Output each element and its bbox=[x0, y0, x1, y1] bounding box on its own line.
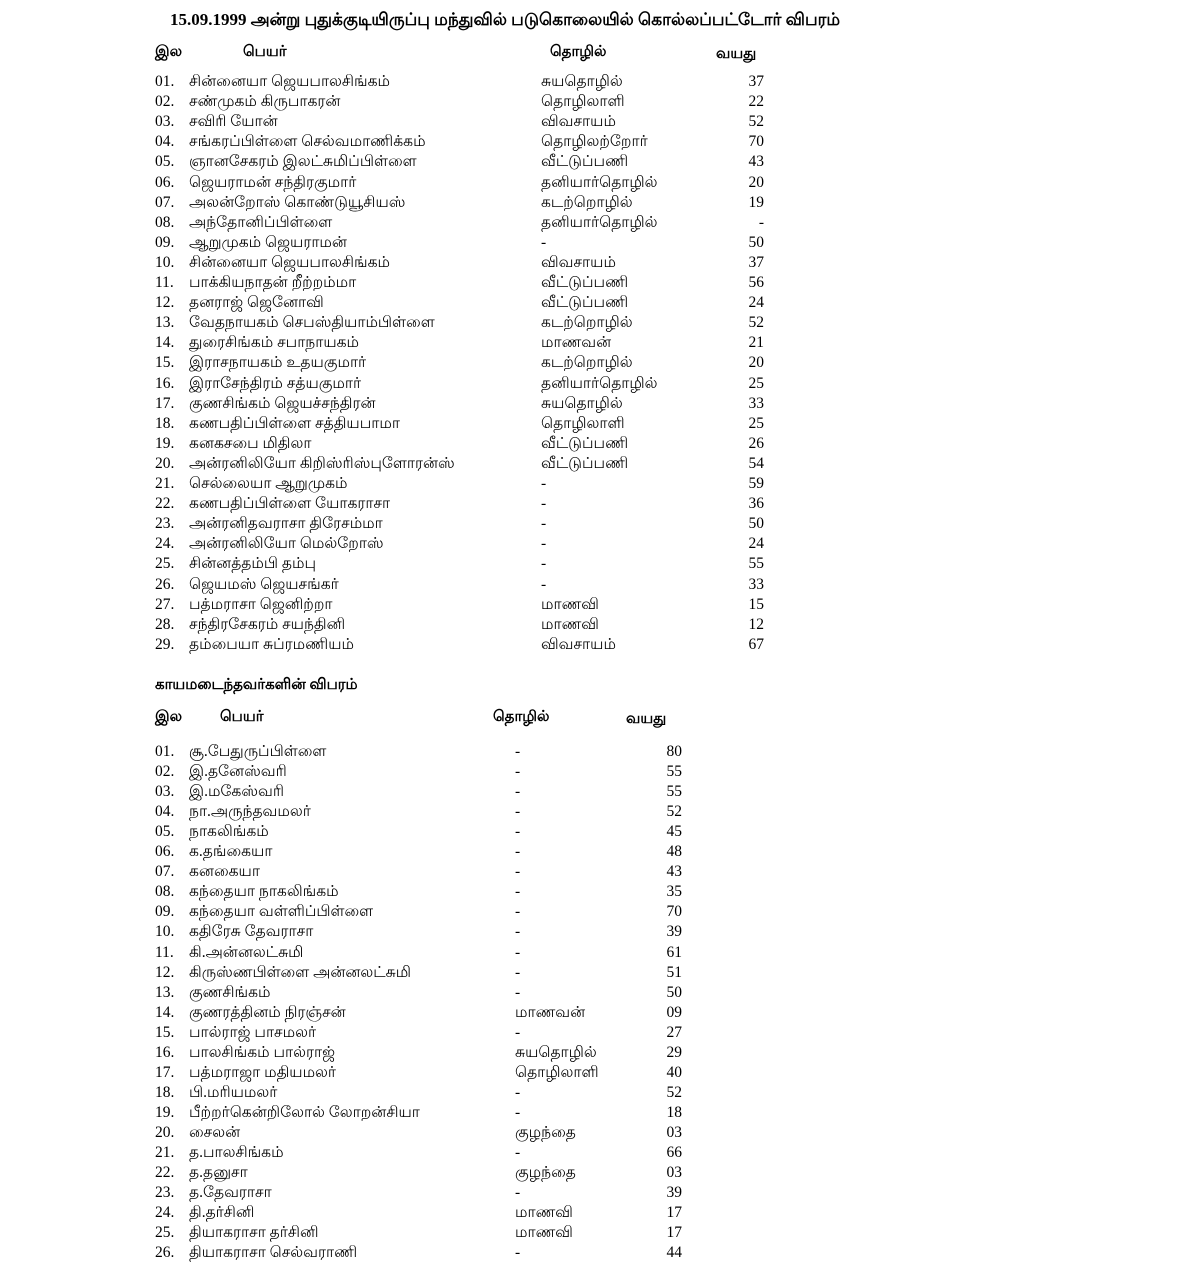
age: 35 bbox=[666, 883, 682, 901]
row-number: 11. bbox=[155, 943, 174, 961]
occupation: கடற்றொழில் bbox=[541, 354, 633, 372]
age: 43 bbox=[748, 153, 764, 171]
row-number: 17. bbox=[155, 394, 175, 412]
row-number: 10. bbox=[155, 253, 175, 271]
occupation: வீட்டுப்பணி bbox=[541, 294, 629, 312]
occupation: - bbox=[515, 803, 521, 821]
killed-header-name: பெயர் bbox=[243, 44, 287, 60]
age: 21 bbox=[748, 334, 764, 352]
age: 29 bbox=[666, 1043, 682, 1061]
table-row bbox=[0, 943, 900, 963]
row-number: 22. bbox=[155, 495, 175, 513]
occupation: - bbox=[515, 963, 521, 981]
row-number: 28. bbox=[155, 615, 175, 633]
table-row bbox=[0, 173, 900, 193]
person-name: ஜெயராமன் சந்திரகுமார் bbox=[189, 173, 357, 191]
page-title: 15.09.1999 அன்று புதுக்குடியிருப்பு மந்துவில் படுகொலையில் கொல்லப்பட்டோர் விபரம் bbox=[170, 10, 841, 29]
occupation: தொழிலாளி bbox=[541, 414, 625, 432]
occupation: - bbox=[515, 883, 521, 901]
person-name: க.தங்கையா bbox=[189, 843, 273, 861]
age: 50 bbox=[748, 515, 764, 533]
table-row bbox=[0, 534, 900, 554]
person-name: இராசநாயகம் உதயகுமார் bbox=[189, 354, 367, 372]
age: 45 bbox=[666, 823, 682, 841]
occupation: விவசாயம் bbox=[541, 253, 616, 271]
row-number: 20. bbox=[155, 454, 175, 472]
table-row bbox=[0, 193, 900, 213]
age: 18 bbox=[666, 1103, 682, 1121]
person-name: சின்னையா ஜெயபாலசிங்கம் bbox=[189, 253, 391, 271]
age: 50 bbox=[748, 233, 764, 251]
age: 61 bbox=[666, 943, 682, 961]
table-row bbox=[0, 1003, 900, 1023]
row-number: 03. bbox=[155, 113, 175, 131]
table-row bbox=[0, 213, 900, 233]
row-number: 02. bbox=[155, 93, 175, 111]
row-number: 22. bbox=[155, 1164, 175, 1182]
person-name: பாக்கியநாதன் றீற்றம்மா bbox=[189, 274, 357, 291]
row-number: 26. bbox=[155, 1244, 175, 1262]
table-row bbox=[0, 1043, 900, 1063]
table-row bbox=[0, 1183, 900, 1203]
occupation: சுயதொழில் bbox=[515, 1043, 597, 1061]
person-name: அன்ரனிலியோ கிறிஸ்ரிஸ்புளோரன்ஸ் bbox=[189, 454, 455, 472]
age: 80 bbox=[666, 743, 682, 760]
occupation: தொழிலாளி bbox=[515, 1063, 599, 1081]
person-name: அலன்றோஸ் கொண்டுயூசியஸ் bbox=[189, 193, 406, 211]
table-row bbox=[0, 253, 900, 273]
row-number: 15. bbox=[155, 354, 175, 372]
row-number: 07. bbox=[155, 863, 175, 881]
age: 67 bbox=[748, 635, 764, 653]
row-number: 24. bbox=[155, 535, 175, 553]
killed-header-no: இல bbox=[155, 44, 183, 60]
table-row bbox=[0, 1063, 900, 1083]
injured-header-no: இல bbox=[155, 709, 183, 725]
table-row bbox=[0, 353, 900, 373]
injured-section-title: காயமடைந்தவர்களின் விபரம் bbox=[155, 677, 358, 693]
occupation: வீட்டுப்பணி bbox=[541, 434, 629, 452]
person-name: ஆறுமுகம் ஜெயராமன் bbox=[189, 233, 347, 251]
person-name: த.பாலசிங்கம் bbox=[189, 1144, 284, 1161]
person-name: இராசேந்திரம் சத்யகுமார் bbox=[189, 374, 362, 392]
occupation: - bbox=[515, 1184, 521, 1202]
occupation: - bbox=[515, 823, 521, 841]
age: 17 bbox=[666, 1224, 682, 1242]
row-number: 05. bbox=[155, 153, 175, 171]
table-row bbox=[0, 983, 900, 1003]
table-row bbox=[0, 782, 900, 802]
age: 50 bbox=[666, 983, 682, 1001]
table-row bbox=[0, 72, 900, 92]
table-row bbox=[0, 92, 900, 112]
table-row bbox=[0, 902, 900, 922]
person-name: ஜெயமஸ் ஜெயசங்கர் bbox=[189, 575, 339, 593]
age: 37 bbox=[748, 73, 764, 90]
person-name: பி.மரியமலர் bbox=[189, 1083, 278, 1101]
row-number: 11. bbox=[155, 274, 174, 291]
table-row bbox=[0, 1203, 900, 1223]
table-row bbox=[0, 575, 900, 595]
age: 26 bbox=[748, 434, 764, 452]
row-number: 17. bbox=[155, 1063, 175, 1081]
table-row bbox=[0, 293, 900, 313]
row-number: 04. bbox=[155, 803, 175, 821]
person-name: துரைசிங்கம் சபாநாயகம் bbox=[189, 334, 360, 352]
age: 37 bbox=[748, 253, 764, 271]
occupation: - bbox=[515, 1023, 521, 1041]
person-name: த.தனுசா bbox=[189, 1164, 248, 1182]
occupation: குழந்தை bbox=[515, 1164, 576, 1182]
occupation: தனியார்தொழில் bbox=[541, 213, 658, 231]
table-row bbox=[0, 802, 900, 822]
table-row bbox=[0, 1163, 900, 1183]
occupation: மாணவன் bbox=[515, 1003, 586, 1021]
table-row bbox=[0, 1143, 900, 1163]
occupation: - bbox=[541, 535, 547, 553]
occupation: - bbox=[515, 903, 521, 921]
person-name: குணசிங்கம் bbox=[189, 983, 271, 1001]
occupation: - bbox=[515, 1244, 521, 1262]
age: 43 bbox=[666, 863, 682, 881]
age: 22 bbox=[748, 93, 764, 111]
row-number: 02. bbox=[155, 763, 175, 781]
table-row bbox=[0, 454, 900, 474]
person-name: சண்முகம் கிருபாகரன் bbox=[189, 93, 341, 111]
row-number: 18. bbox=[155, 414, 175, 432]
row-number: 20. bbox=[155, 1123, 175, 1141]
table-row bbox=[0, 474, 900, 494]
table-row bbox=[0, 842, 900, 862]
person-name: சின்னையா ஜெயபாலசிங்கம் bbox=[189, 73, 391, 90]
row-number: 16. bbox=[155, 1043, 175, 1061]
occupation: மாணவி bbox=[515, 1224, 573, 1242]
table-row bbox=[0, 494, 900, 514]
age: 52 bbox=[748, 314, 764, 332]
person-name: குணரத்தினம் நிரஞ்சன் bbox=[189, 1003, 346, 1021]
occupation: மாணவன் bbox=[541, 334, 612, 352]
age: 55 bbox=[666, 763, 682, 781]
person-name: நா.அருந்தவமலர் bbox=[189, 803, 311, 821]
person-name: நாகலிங்கம் bbox=[189, 823, 269, 841]
person-name: த.தேவராசா bbox=[189, 1184, 272, 1202]
table-row bbox=[0, 1083, 900, 1103]
row-number: 05. bbox=[155, 823, 175, 841]
person-name: சந்திரசேகரம் சயந்தினி bbox=[189, 615, 346, 633]
killed-header-age: வயது bbox=[716, 46, 757, 62]
row-number: 04. bbox=[155, 133, 175, 151]
person-name: கனகையா bbox=[189, 863, 260, 881]
person-name: அந்தோனிப்பிள்ளை bbox=[189, 213, 333, 231]
age: 55 bbox=[748, 555, 764, 573]
row-number: 09. bbox=[155, 233, 175, 251]
person-name: அன்ரனிலியோ மெல்றோஸ் bbox=[189, 535, 384, 553]
age: 03 bbox=[666, 1123, 682, 1141]
row-number: 18. bbox=[155, 1083, 175, 1101]
table-row bbox=[0, 132, 900, 152]
occupation: விவசாயம் bbox=[541, 635, 616, 653]
table-row bbox=[0, 635, 900, 655]
row-number: 12. bbox=[155, 963, 175, 981]
row-number: 13. bbox=[155, 314, 175, 332]
row-number: 25. bbox=[155, 1224, 175, 1242]
person-name: செல்லையா ஆறுமுகம் bbox=[189, 475, 348, 492]
row-number: 15. bbox=[155, 1023, 175, 1041]
row-number: 26. bbox=[155, 575, 175, 593]
person-name: ஞானசேகரம் இலட்சுமிப்பிள்ளை bbox=[189, 153, 417, 171]
person-name: தியாகராசா செல்வராணி bbox=[189, 1244, 358, 1262]
table-row bbox=[0, 273, 900, 293]
person-name: இ.மகேஸ்வரி bbox=[189, 783, 284, 801]
table-row bbox=[0, 1023, 900, 1043]
person-name: வேதநாயகம் செபஸ்தியாம்பிள்ளை bbox=[189, 314, 435, 332]
row-number: 12. bbox=[155, 294, 175, 312]
table-row bbox=[0, 762, 900, 782]
age: 52 bbox=[666, 803, 682, 821]
occupation: சுயதொழில் bbox=[541, 73, 623, 90]
age: 70 bbox=[666, 903, 682, 921]
occupation: சுயதொழில் bbox=[541, 394, 623, 412]
row-number: 14. bbox=[155, 1003, 175, 1021]
occupation: - bbox=[515, 1083, 521, 1101]
table-row bbox=[0, 112, 900, 132]
age: 55 bbox=[666, 783, 682, 801]
age: 12 bbox=[748, 615, 764, 633]
occupation: - bbox=[541, 575, 547, 593]
age: 20 bbox=[748, 354, 764, 372]
occupation: - bbox=[541, 475, 547, 492]
occupation: - bbox=[515, 1103, 521, 1121]
occupation: - bbox=[515, 783, 521, 801]
row-number: 01. bbox=[155, 743, 175, 760]
injured-header-occupation: தொழில் bbox=[493, 709, 550, 725]
occupation: - bbox=[515, 843, 521, 861]
age: 33 bbox=[748, 394, 764, 412]
table-row bbox=[0, 414, 900, 434]
row-number: 29. bbox=[155, 635, 175, 653]
occupation: கடற்றொழில் bbox=[541, 314, 633, 332]
age: 20 bbox=[748, 173, 764, 191]
person-name: பத்மராசா ஜெனிற்றா bbox=[189, 595, 333, 613]
killed-header-occupation: தொழில் bbox=[550, 44, 607, 60]
occupation: தனியார்தொழில் bbox=[541, 173, 658, 191]
occupation: கடற்றொழில் bbox=[541, 193, 633, 211]
table-row bbox=[0, 333, 900, 353]
person-name: இ.தனேஸ்வரி bbox=[189, 763, 287, 781]
person-name: சங்கரப்பிள்ளை செல்வமாணிக்கம் bbox=[189, 133, 426, 151]
person-name: தனராஜ் ஜெனோவி bbox=[189, 294, 324, 312]
row-number: 08. bbox=[155, 883, 175, 901]
table-row bbox=[0, 1103, 900, 1123]
table-row bbox=[0, 313, 900, 333]
age: 56 bbox=[748, 274, 764, 291]
person-name: தம்பையா சுப்ரமணியம் bbox=[189, 635, 354, 653]
table-row bbox=[0, 615, 900, 635]
occupation: மாணவி bbox=[541, 595, 599, 613]
occupation: - bbox=[541, 515, 547, 533]
person-name: கந்தையா வள்ளிப்பிள்ளை bbox=[189, 903, 374, 921]
age: 40 bbox=[666, 1063, 682, 1081]
person-name: பால்ராஜ் பாசமலர் bbox=[189, 1023, 317, 1041]
row-number: 24. bbox=[155, 1204, 175, 1222]
person-name: சைலன் bbox=[189, 1123, 241, 1141]
occupation: வீட்டுப்பணி bbox=[541, 274, 629, 291]
person-name: கி.அன்னலட்சுமி bbox=[189, 943, 304, 961]
person-name: தி.தர்சினி bbox=[189, 1204, 255, 1222]
table-row bbox=[0, 514, 900, 534]
age: 52 bbox=[748, 113, 764, 131]
person-name: கதிரேசு தேவராசா bbox=[189, 923, 314, 941]
age: 15 bbox=[748, 595, 764, 613]
age: 51 bbox=[666, 963, 682, 981]
person-name: கிருஸ்ணபிள்ளை அன்னலட்சுமி bbox=[189, 963, 411, 981]
table-row bbox=[0, 554, 900, 574]
occupation: தொழிலற்றோர் bbox=[541, 133, 648, 151]
occupation: - bbox=[515, 743, 521, 760]
row-number: 13. bbox=[155, 983, 175, 1001]
row-number: 19. bbox=[155, 434, 175, 452]
person-name: பாலசிங்கம் பால்ராஜ் bbox=[189, 1043, 336, 1061]
age: 36 bbox=[748, 495, 764, 513]
table-row bbox=[0, 233, 900, 253]
occupation: - bbox=[515, 943, 521, 961]
age: 19 bbox=[748, 193, 764, 211]
age: - bbox=[758, 213, 764, 231]
age: 27 bbox=[666, 1023, 682, 1041]
age: 24 bbox=[748, 294, 764, 312]
age: 25 bbox=[748, 374, 764, 392]
row-number: 10. bbox=[155, 923, 175, 941]
person-name: சவிரி யோன் bbox=[189, 113, 278, 131]
age: 44 bbox=[666, 1244, 682, 1262]
age: 52 bbox=[666, 1083, 682, 1101]
table-row bbox=[0, 742, 900, 762]
table-row bbox=[0, 963, 900, 983]
occupation: மாணவி bbox=[541, 615, 599, 633]
row-number: 14. bbox=[155, 334, 175, 352]
age: 70 bbox=[748, 133, 764, 151]
occupation: விவசாயம் bbox=[541, 113, 616, 131]
table-row bbox=[0, 394, 900, 414]
occupation: மாணவி bbox=[515, 1204, 573, 1222]
table-row bbox=[0, 822, 900, 842]
occupation: தொழிலாளி bbox=[541, 93, 625, 111]
age: 39 bbox=[666, 923, 682, 941]
injured-header-age: வயது bbox=[626, 711, 667, 727]
row-number: 09. bbox=[155, 903, 175, 921]
person-name: கணபதிப்பிள்ளை சத்தியபாமா bbox=[189, 414, 400, 432]
occupation: வீட்டுப்பணி bbox=[541, 153, 629, 171]
row-number: 25. bbox=[155, 555, 175, 573]
row-number: 23. bbox=[155, 515, 175, 533]
table-row bbox=[0, 882, 900, 902]
table-row bbox=[0, 595, 900, 615]
person-name: கந்தையா நாகலிங்கம் bbox=[189, 883, 339, 901]
row-number: 21. bbox=[155, 475, 175, 492]
table-row bbox=[0, 374, 900, 394]
table-row bbox=[0, 1123, 900, 1143]
row-number: 07. bbox=[155, 193, 175, 211]
occupation: தனியார்தொழில் bbox=[541, 374, 658, 392]
occupation: - bbox=[515, 763, 521, 781]
occupation: வீட்டுப்பணி bbox=[541, 454, 629, 472]
row-number: 16. bbox=[155, 374, 175, 392]
age: 25 bbox=[748, 414, 764, 432]
row-number: 01. bbox=[155, 73, 175, 90]
occupation: - bbox=[515, 983, 521, 1001]
person-name: குணசிங்கம் ஜெயச்சந்திரன் bbox=[189, 394, 376, 412]
table-row bbox=[0, 1223, 900, 1243]
age: 66 bbox=[666, 1144, 682, 1161]
person-name: கணபதிப்பிள்ளை யோகராசா bbox=[189, 495, 391, 513]
person-name: சின்னத்தம்பி தம்பு bbox=[189, 555, 316, 573]
table-row bbox=[0, 152, 900, 172]
row-number: 23. bbox=[155, 1184, 175, 1202]
age: 54 bbox=[748, 454, 764, 472]
row-number: 21. bbox=[155, 1144, 175, 1161]
row-number: 27. bbox=[155, 595, 175, 613]
table-row bbox=[0, 1243, 900, 1263]
table-row bbox=[0, 922, 900, 942]
row-number: 19. bbox=[155, 1103, 175, 1121]
age: 03 bbox=[666, 1164, 682, 1182]
row-number: 08. bbox=[155, 213, 175, 231]
row-number: 03. bbox=[155, 783, 175, 801]
row-number: 06. bbox=[155, 843, 175, 861]
occupation: குழந்தை bbox=[515, 1123, 576, 1141]
injured-header-name: பெயர் bbox=[220, 709, 264, 725]
age: 59 bbox=[748, 475, 764, 492]
person-name: பத்மராஜா மதியமலர் bbox=[189, 1063, 337, 1081]
occupation: - bbox=[515, 863, 521, 881]
table-row bbox=[0, 862, 900, 882]
occupation: - bbox=[541, 233, 547, 251]
age: 48 bbox=[666, 843, 682, 861]
table-row bbox=[0, 434, 900, 454]
age: 09 bbox=[666, 1003, 682, 1021]
person-name: சூ.பேதுருப்பிள்ளை bbox=[189, 743, 327, 760]
age: 24 bbox=[748, 535, 764, 553]
occupation: - bbox=[515, 1144, 521, 1161]
person-name: தியாகராசா தர்சினி bbox=[189, 1224, 319, 1242]
person-name: அன்ரனிதவராசா திரேசம்மா bbox=[189, 515, 383, 533]
occupation: - bbox=[515, 923, 521, 941]
person-name: கனகசபை மிதிலா bbox=[189, 434, 312, 452]
occupation: - bbox=[541, 495, 547, 513]
person-name: பீற்றர்கென்றிலோல் லோறன்சியா bbox=[189, 1103, 420, 1121]
row-number: 06. bbox=[155, 173, 175, 191]
occupation: - bbox=[541, 555, 547, 573]
age: 17 bbox=[666, 1204, 682, 1222]
age: 33 bbox=[748, 575, 764, 593]
age: 39 bbox=[666, 1184, 682, 1202]
